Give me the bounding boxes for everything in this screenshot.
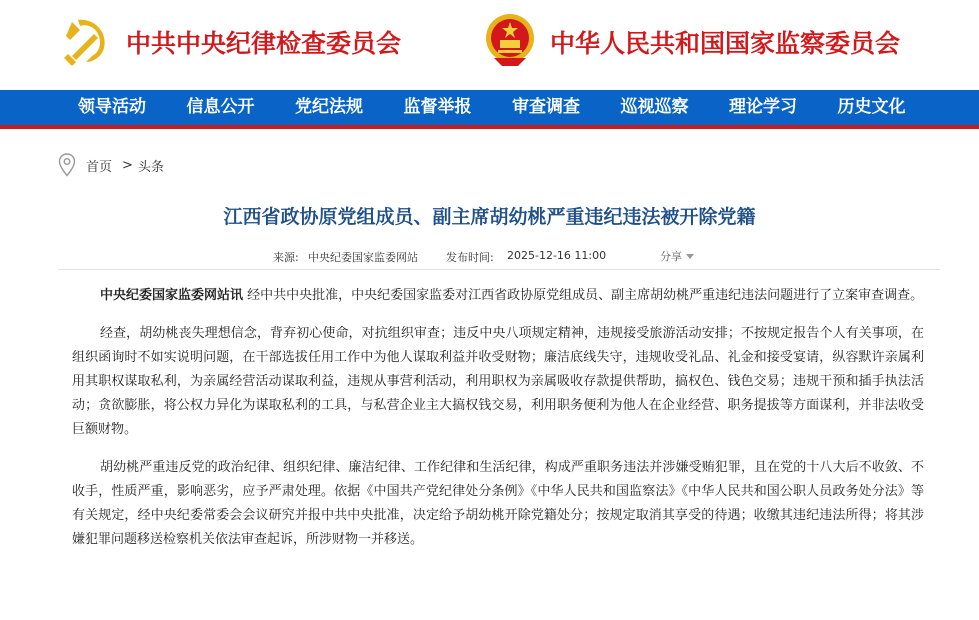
main-nav	[0, 90, 979, 125]
breadcrumb-separator: >	[122, 157, 133, 173]
nav-item-theory-study[interactable]: 理论学习	[729, 97, 797, 117]
paragraph-1	[72, 284, 924, 308]
site-header	[0, 0, 979, 90]
paragraph-3: 胡幼桃严重违反党的政治纪律、组织纪律、廉洁纪律、工作纪律和生活纪律，构成严重职务违法并涉嫌受贿犯罪，且在党的十八大后不收敛、不收手，性质严重，影响恶劣，应予严肃处理。依据《中国共产党纪律处分条例》《中华人民共和国监察法》《中华人民共和国公职人员政务处分法》等有关规定，经中央纪委常委会会议研究并报中共中央批准，决定给予胡幼桃开除党籍处分；按规定取消其享受的待遇；收缴其违纪违法所得；将其涉嫌犯罪问题移送检察机关依法审查起诉，所涉财物一并移送。	[72, 460, 924, 547]
nav-item-history-culture[interactable]: 历史文化	[837, 97, 906, 117]
meta-divider	[58, 269, 940, 270]
breadcrumb-current[interactable]: 头条	[137, 159, 164, 175]
location-pin-icon	[58, 153, 76, 177]
source-label: 来源:	[273, 251, 299, 264]
cpc-discipline-commission-title[interactable]: 中共中央纪律检查委员会	[126, 29, 402, 58]
nav-item-info-disclosure[interactable]: 信息公开	[186, 97, 255, 117]
breadcrumb-home-link[interactable]: 首页	[86, 159, 113, 175]
national-emblem-icon[interactable]	[480, 10, 540, 70]
nav-item-leadership[interactable]: 领导活动	[78, 97, 146, 117]
nav-item-investigation[interactable]: 审查调查	[512, 97, 580, 117]
article-body	[72, 284, 924, 566]
nav-item-party-regulations[interactable]: 党纪法规	[295, 97, 363, 117]
party-emblem-icon[interactable]	[58, 12, 114, 68]
share-button[interactable]	[660, 248, 694, 264]
publish-time-value: 2025-12-16 11:00	[507, 249, 607, 262]
nav-item-inspection[interactable]: 巡视巡察	[620, 97, 689, 117]
dateline: 中央纪委国家监委网站讯	[100, 288, 244, 303]
paragraph-1-text: 经中共中央批准，中央纪委国家监委对江西省政协原党组成员、副主席胡幼桃严重违纪违法问题进行了立案审查调查。	[243, 288, 924, 303]
nav-list	[78, 90, 946, 125]
share-label: 分享	[660, 250, 682, 263]
source-value: 中央纪委国家监委网站	[308, 251, 418, 264]
breadcrumb	[58, 153, 164, 177]
national-supervisory-commission-title[interactable]: 中华人民共和国国家监察委员会	[550, 29, 901, 58]
nav-item-supervision-report[interactable]: 监督举报	[403, 97, 472, 117]
paragraph-2: 经查，胡幼桃丧失理想信念，背弃初心使命，对抗组织审查；违反中央八项规定精神，违规接受旅游活动安排；不按规定报告个人有关事项，在组织函询时不如实说明问题，在干部选拔任用工作中为他人谋取利益并收受财物；廉洁底线失守，违规收受礼品、礼金和接受宴请，纵容默许亲属利用其职权谋取私利，为亲属经营活动谋取利益，违规从事营利活动，利用职权为亲属吸收存款提供帮助，搞权色、钱色交易；违规干预和插手执法活动；贪欲膨胀，将公权力异化为谋取私利的工具，与私营企业主大搞权钱交易，利用职务便利为他人在企业经营、职务提拔等方面谋利，并非法收受巨额财物。	[72, 326, 924, 437]
article-title: 江西省政协原党组成员、副主席胡幼桃严重违纪违法被开除党籍	[223, 206, 756, 228]
article-meta	[0, 247, 979, 265]
publish-time-label: 发布时间:	[446, 251, 494, 264]
chevron-down-icon	[686, 254, 694, 259]
article-content	[0, 129, 979, 620]
